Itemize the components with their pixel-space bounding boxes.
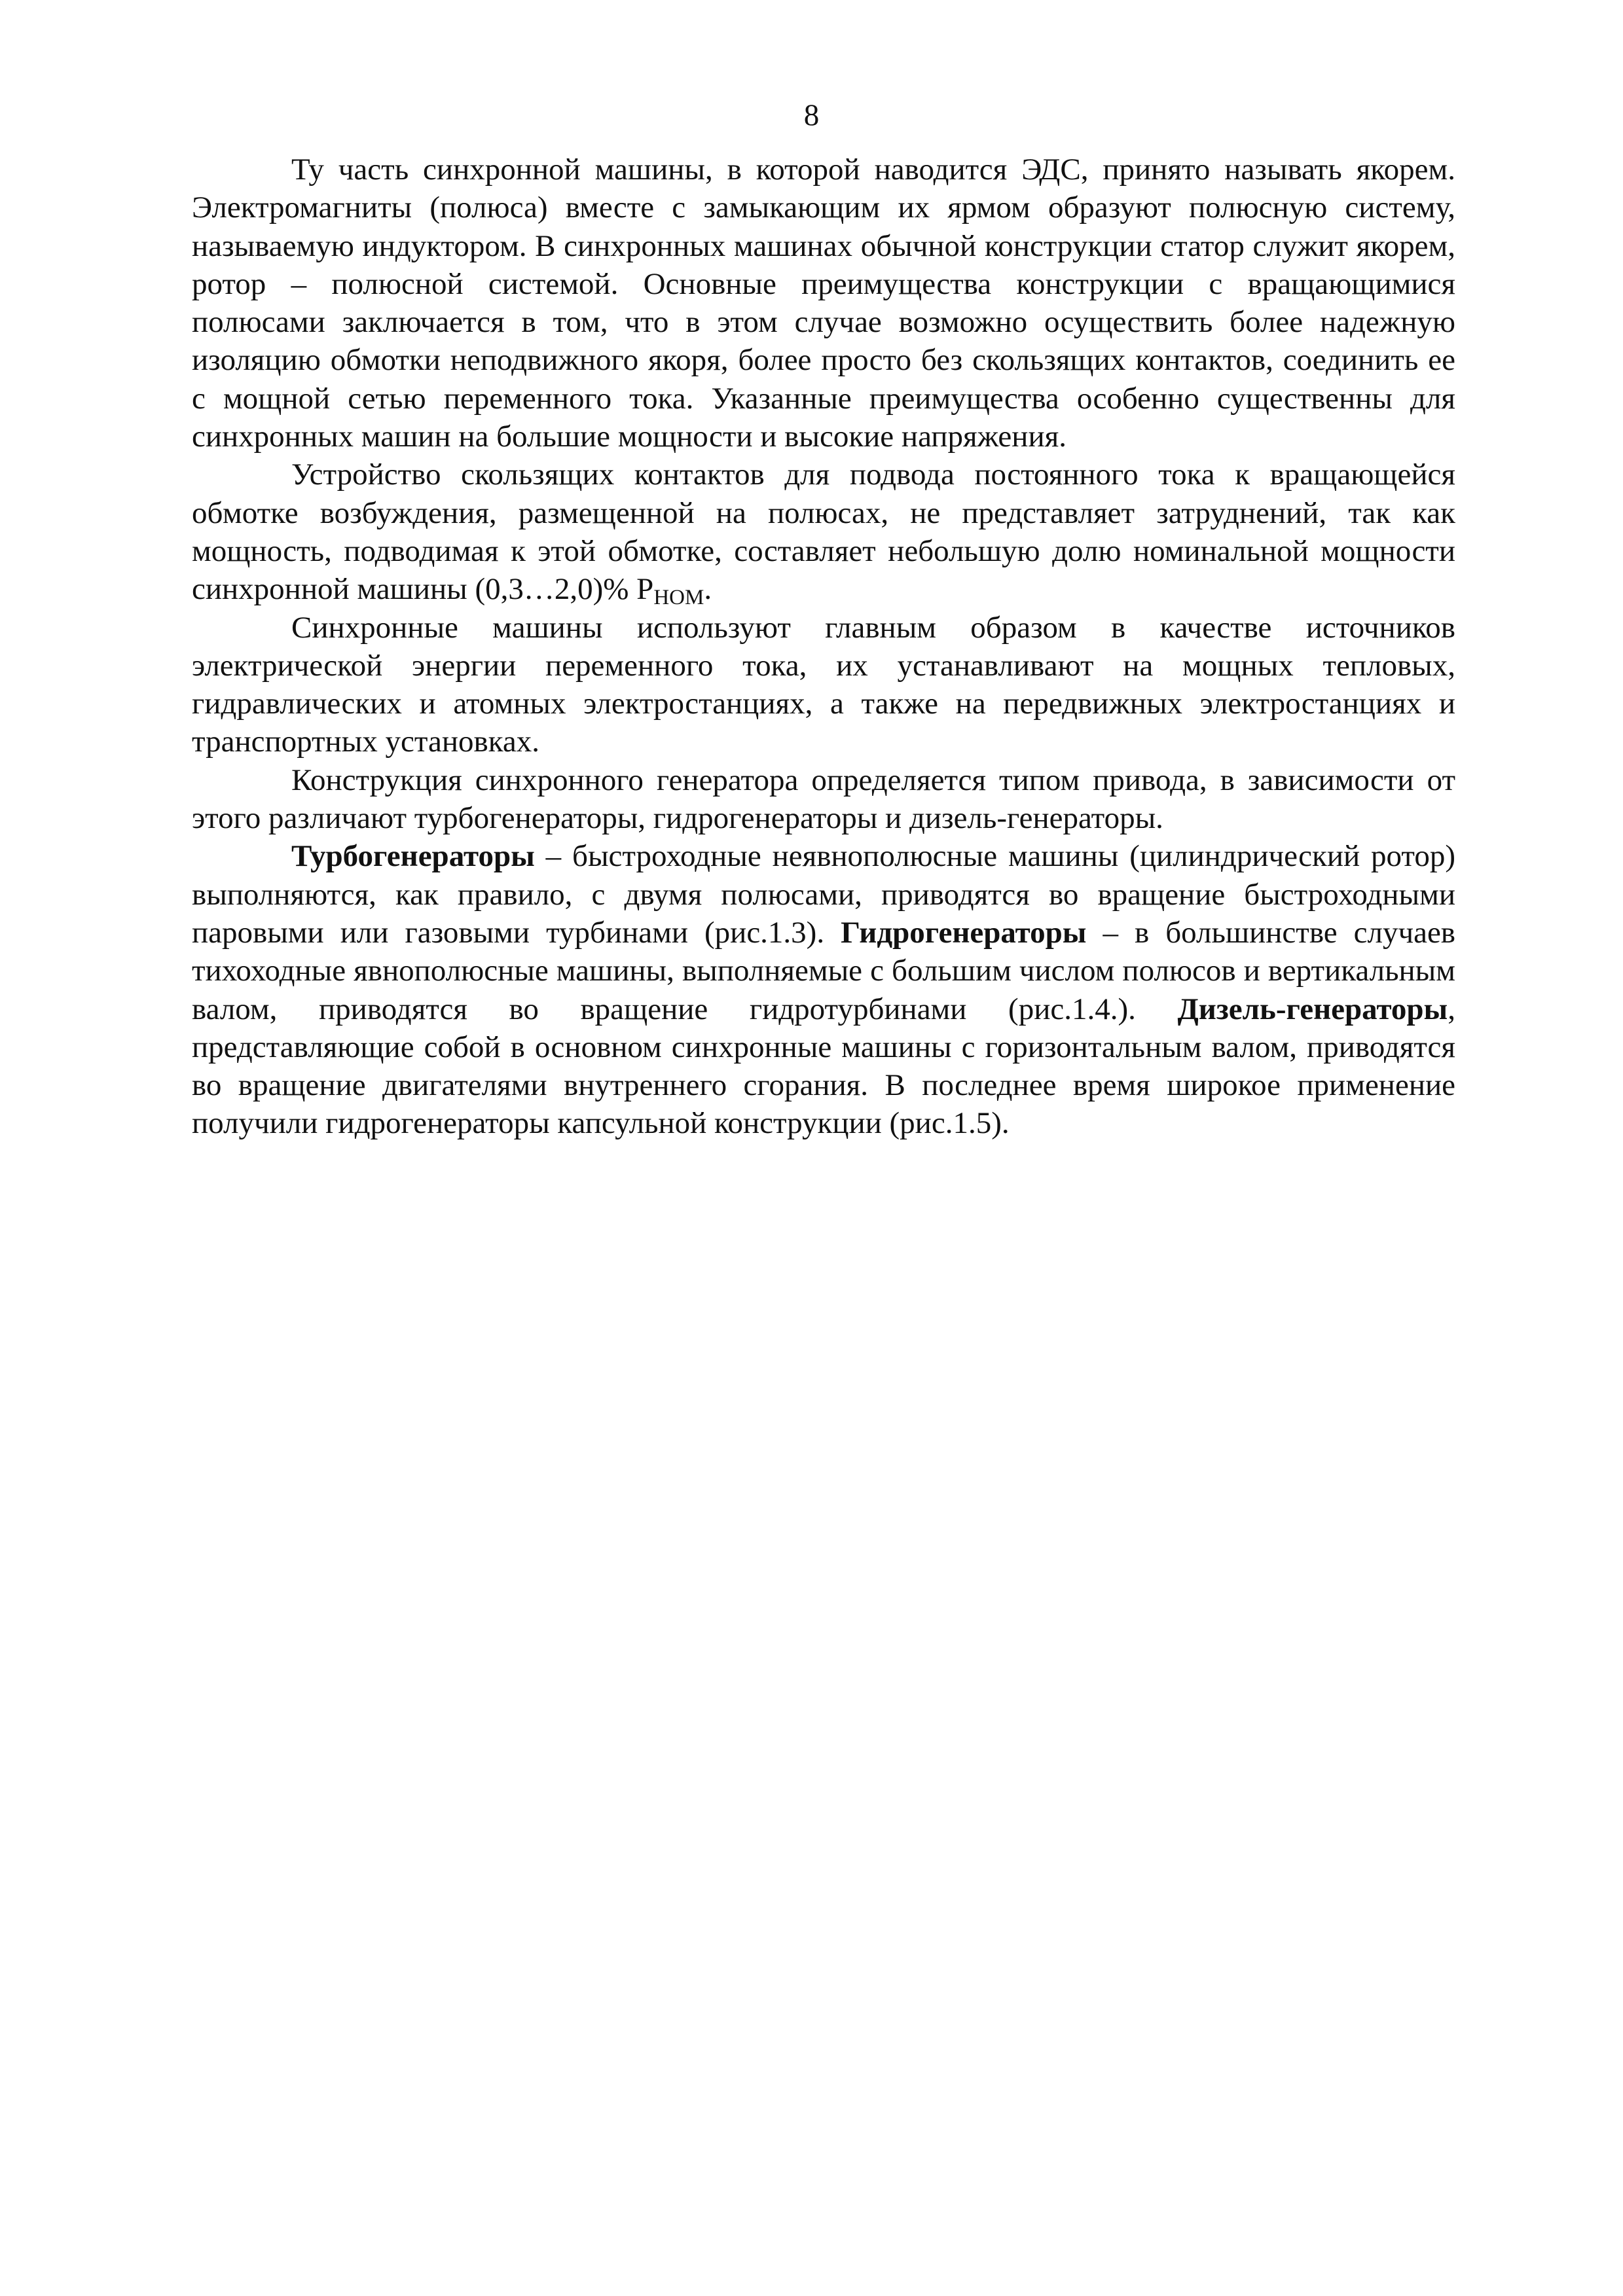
paragraph-generator-kinds: [192, 837, 1455, 1142]
term-turbogenerators: Турбогенераторы: [291, 839, 535, 874]
nominal-power-subscript: НОМ: [653, 586, 704, 610]
term-hydrogenerators: Гидрогенераторы: [841, 915, 1087, 950]
page-number: 8: [803, 98, 820, 132]
body-text: [192, 151, 1455, 1143]
term-diesel-generators: Дизель-генераторы: [1177, 992, 1448, 1026]
paragraph-generator-types: Конструкция синхронного генератора определяется типом привода, в зависимости от этого различают турбогенераторы, гидрогенераторы и дизель-генераторы.: [192, 762, 1455, 836]
hydrogenerators-description: – в большинстве случаев тихоходные явнополюсные машины, выполняемые с большим числом полюсов и вертикальным валом, приводятся во вращение гидротурбинами (рис.1.4.).: [192, 915, 1455, 1026]
paragraph-slip-rings-text: Устройство скользящих контактов для подвода постоянного тока к вращающейся обмотке возбуждения, размещенной на полюсах, не представляет затруднений, так как мощность, подводимая к этой обмотке, составляет небольшую долю номинальной мощности синхронной машины (0,3…2,0)% Р: [192, 457, 1455, 607]
paragraph-slip-rings: [192, 456, 1455, 608]
diesel-generators-description: , представляющие собой в основном синхронные машины с горизонтальным валом, приводятся во вращение двигателями внутреннего сгорания. В последнее время широкое применение получили гидрогенераторы капсульной конструкции (рис.1.5).: [192, 992, 1455, 1141]
paragraph-armature-definition: Ту часть синхронной машины, в которой наводится ЭДС, принято называть якорем. Электромагниты (полюса) вместе с замыкающим их ярмом образуют полюсную систему, называемую индуктором. В синхронных машинах обычной конструкции статор служит якорем, ротор – полюсной системой. Основные преимущества конструкции с вращающимися полюсами заключается в том, что в этом случае возможно осуществить более надежную изоляцию обмотки неподвижного якоря, более просто без скользящих контактов, соединить ее с мощной сетью переменного тока. Указанные преимущества особенно существенны для синхронных машин на большие мощности и высокие напряжения.: [192, 152, 1455, 454]
turbogenerators-description: – быстроходные неявнополюсные машины (цилиндрический ротор) выполняются, как правило, с двумя полюсами, приводятся во вращение быстроходными паровыми или газовыми турбинами (рис.1.3).: [192, 839, 1455, 950]
paragraph-applications: Синхронные машины используют главным образом в качестве источников электрической энергии переменного тока, их устанавливают на мощных тепловых, гидравлических и атомных электростанциях, а также на передвижных электростанциях и транспортных установках.: [192, 610, 1455, 759]
paragraph-slip-rings-end: .: [704, 572, 712, 607]
